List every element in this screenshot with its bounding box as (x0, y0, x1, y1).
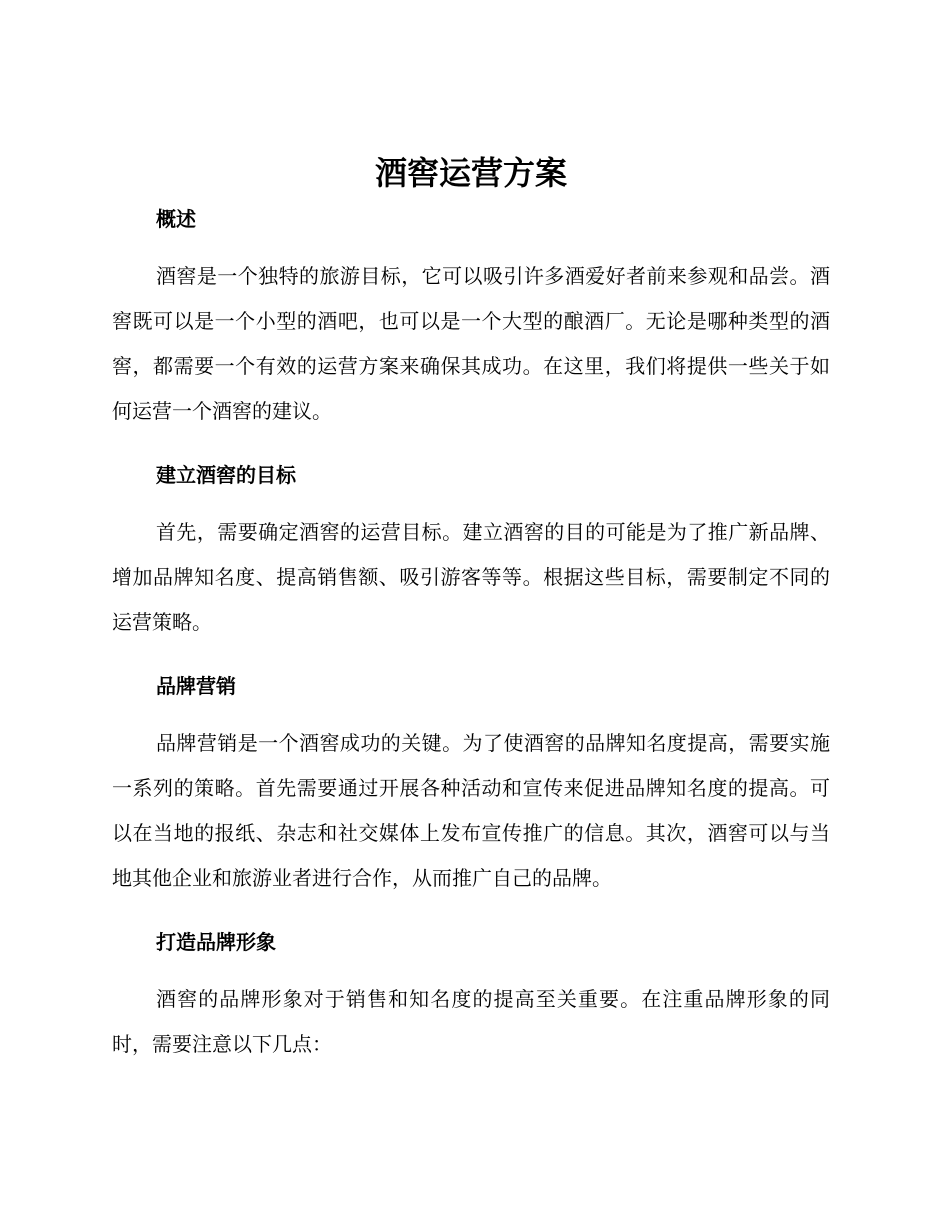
section-paragraph: 品牌营销是一个酒窖成功的关键。为了使酒窖的品牌知名度提高，需要实施一系列的策略。首先需要通过开展各种活动和宣传来促进品牌知名度的提高。可以在当地的报纸、杂志和社交媒体上发布宣传推广的信息。其次，酒窖可以与当地其他企业和旅游业者进行合作，从而推广自己的品牌。 (112, 731, 830, 890)
section-overview (112, 204, 830, 434)
section-paragraph: 酒窖是一个独特的旅游目标，它可以吸引许多酒爱好者前来参观和品尝。酒窖既可以是一个小型的酒吧，也可以是一个大型的酿酒厂。无论是哪种类型的酒窖，都需要一个有效的运营方案来确保其成功。在这里，我们将提供一些关于如何运营一个酒窖的建议。 (112, 264, 830, 423)
section-brand-marketing (112, 671, 830, 901)
section-heading: 概述 (156, 207, 196, 231)
section-heading: 打造品牌形象 (156, 930, 276, 954)
document-title: 酒窖运营方案 (374, 154, 567, 192)
section-brand-image (112, 927, 830, 1067)
section-paragraph: 酒窖的品牌形象对于销售和知名度的提高至关重要。在注重品牌形象的同时，需要注意以下几点： (112, 987, 830, 1056)
section-heading: 建立酒窖的目标 (156, 463, 296, 487)
section-paragraph: 首先，需要确定酒窖的运营目标。建立酒窖的目的可能是为了推广新品牌、增加品牌知名度、提高销售额、吸引游客等等。根据这些目标，需要制定不同的运营策略。 (112, 520, 830, 634)
document-content (112, 150, 830, 1093)
section-goals (112, 460, 830, 645)
section-heading: 品牌营销 (156, 674, 236, 698)
